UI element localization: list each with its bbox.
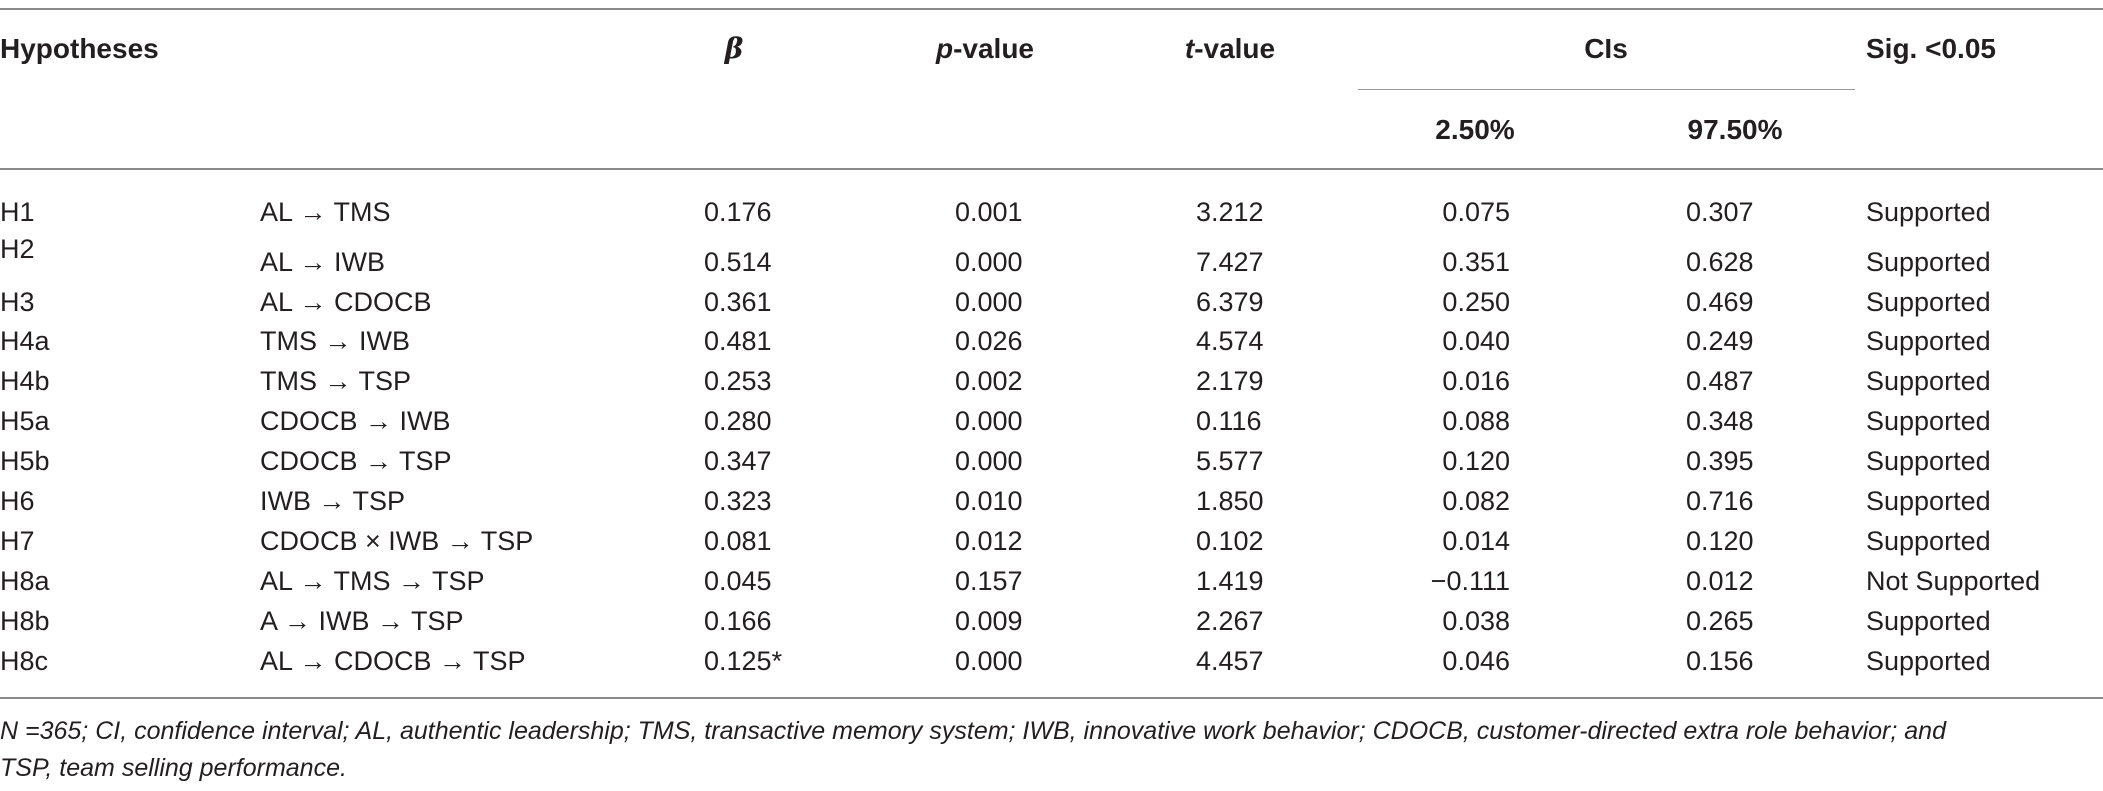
cell-beta: 0.176 [704,197,772,227]
cell-ci-low: 0.038 [1442,606,1510,636]
cell-beta: 0.166 [704,606,772,636]
footnote-line-2: TSP, team selling performance. [0,754,347,782]
cell-t-value: 4.457 [1196,646,1264,676]
cell-ci-low: 0.046 [1442,646,1510,676]
cell-beta: 0.514 [704,247,772,277]
cell-hypothesis: H8a [0,566,50,596]
header-bottom-rule [0,168,2103,170]
cell-sig: Supported [1866,326,1991,356]
cell-hypothesis: H3 [0,287,35,317]
cell-t-value: 5.577 [1196,446,1264,476]
cell-path: A → IWB → TSP [260,606,464,636]
cell-t-value: 1.850 [1196,486,1264,516]
cell-sig: Supported [1866,287,1991,317]
cell-t-value: 0.116 [1196,406,1262,436]
header-t-value [1145,33,1315,65]
cell-p-value: 0.000 [955,646,1023,676]
cell-hypothesis: H5b [0,446,50,476]
header-sig: Sig. <0.05 [1866,33,1996,64]
header-ci-low: 2.50% [1435,114,1515,145]
cell-p-value: 0.000 [955,247,1023,277]
header-t-italic: t [1184,33,1195,64]
header-beta: β [724,32,744,65]
cell-ci-high: 0.120 [1686,526,1754,556]
cell-ci-low: 0.250 [1442,287,1510,317]
cell-ci-high: 0.265 [1686,606,1754,636]
header-p-value [900,33,1070,65]
cell-p-value: 0.157 [955,566,1023,596]
cell-p-value: 0.010 [955,486,1023,516]
cell-ci-low: 0.351 [1442,247,1510,277]
cell-ci-low: 0.040 [1442,326,1510,356]
cell-sig: Supported [1866,446,1991,476]
footnote-line-1: N =365; CI, confidence interval; AL, authentic leadership; TMS, transactive memory system; IWB, innovative work behavior; CDOCB, customer-directed extra role behavior; and [0,717,1946,745]
cell-t-value: 4.574 [1196,326,1264,356]
cell-ci-high: 0.716 [1686,486,1754,516]
cell-ci-low: 0.016 [1442,366,1510,396]
cell-path: IWB → TSP [260,486,406,516]
cell-sig: Supported [1866,526,1991,556]
cell-hypothesis: H2 [0,234,35,264]
cell-p-value: 0.000 [955,406,1023,436]
table-bottom-rule [0,697,2103,699]
cell-hypothesis: H7 [0,526,35,556]
cell-path: TMS → TSP [260,366,412,396]
cell-sig: Supported [1866,606,1991,636]
cell-p-value: 0.026 [955,326,1023,356]
header-p-italic: p [935,33,954,64]
cell-p-value: 0.000 [955,446,1023,476]
cell-beta: 0.347 [704,446,772,476]
cell-ci-high: 0.012 [1686,566,1754,596]
cell-beta: 0.081 [704,526,772,556]
cell-path: AL → CDOCB [260,287,432,317]
cell-path: AL → TMS → TSP [260,566,485,596]
header-ci-high: 97.50% [1687,114,1783,145]
cell-path: CDOCB × IWB → TSP [260,526,534,556]
cell-p-value: 0.009 [955,606,1023,636]
cell-p-value: 0.000 [955,287,1023,317]
cell-t-value: 0.102 [1196,526,1264,556]
ci-group-rule [1358,89,1855,90]
cell-path: AL → IWB [260,247,386,277]
header-cis: CIs [1584,33,1628,64]
cell-path: AL → TMS [260,197,391,227]
cell-path: TMS → IWB [260,326,410,356]
cell-ci-low: 0.075 [1442,197,1510,227]
cell-hypothesis: H8c [0,646,49,676]
cell-hypothesis: H5a [0,406,50,436]
cell-ci-high: 0.249 [1686,326,1754,356]
cell-beta: 0.045 [704,566,772,596]
cell-t-value: 1.419 [1196,566,1264,596]
cell-t-value: 2.267 [1196,606,1264,636]
cell-ci-high: 0.395 [1686,446,1754,476]
cell-hypothesis: H4b [0,366,50,396]
cell-sig: Supported [1866,486,1991,516]
cell-path: CDOCB → TSP [260,446,452,476]
top-rule [0,8,2103,10]
cell-beta: 0.323 [704,486,772,516]
cell-ci-high: 0.156 [1686,646,1754,676]
cell-beta: 0.280 [704,406,772,436]
cell-path: AL → CDOCB → TSP [260,646,526,676]
cell-ci-high: 0.469 [1686,287,1754,317]
cell-hypothesis: H4a [0,326,50,356]
header-hypotheses: Hypotheses [0,33,159,64]
cell-ci-high: 0.487 [1686,366,1754,396]
header-p-rest: -value [953,33,1035,64]
cell-ci-high: 0.348 [1686,406,1754,436]
cell-p-value: 0.002 [955,366,1023,396]
cell-sig: Supported [1866,646,1991,676]
cell-sig: Supported [1866,247,1991,277]
cell-beta: 0.361 [704,287,772,317]
cell-sig: Not Supported [1866,566,2041,596]
cell-t-value: 2.179 [1196,366,1264,396]
cell-ci-high: 0.628 [1686,247,1754,277]
cell-t-value: 3.212 [1196,197,1264,227]
cell-ci-low: −0.111 [1430,566,1510,596]
cell-ci-low: 0.120 [1442,446,1510,476]
cell-ci-low: 0.014 [1442,526,1510,556]
cell-sig: Supported [1866,197,1991,227]
cell-p-value: 0.001 [955,197,1023,227]
cell-beta: 0.481 [704,326,772,356]
cell-p-value: 0.012 [955,526,1023,556]
cell-ci-low: 0.088 [1442,406,1510,436]
cell-ci-low: 0.082 [1442,486,1510,516]
cell-sig: Supported [1866,406,1991,436]
cell-t-value: 7.427 [1196,247,1264,277]
cell-beta: 0.253 [704,366,772,396]
cell-hypothesis: H8b [0,606,50,636]
cell-hypothesis: H6 [0,486,35,516]
cell-t-value: 6.379 [1196,287,1264,317]
cell-sig: Supported [1866,366,1991,396]
cell-path: CDOCB → IWB [260,406,451,436]
header-t-rest: -value [1194,33,1276,64]
cell-ci-high: 0.307 [1686,197,1754,227]
cell-hypothesis: H1 [0,197,35,227]
cell-beta: 0.125* [704,646,783,676]
